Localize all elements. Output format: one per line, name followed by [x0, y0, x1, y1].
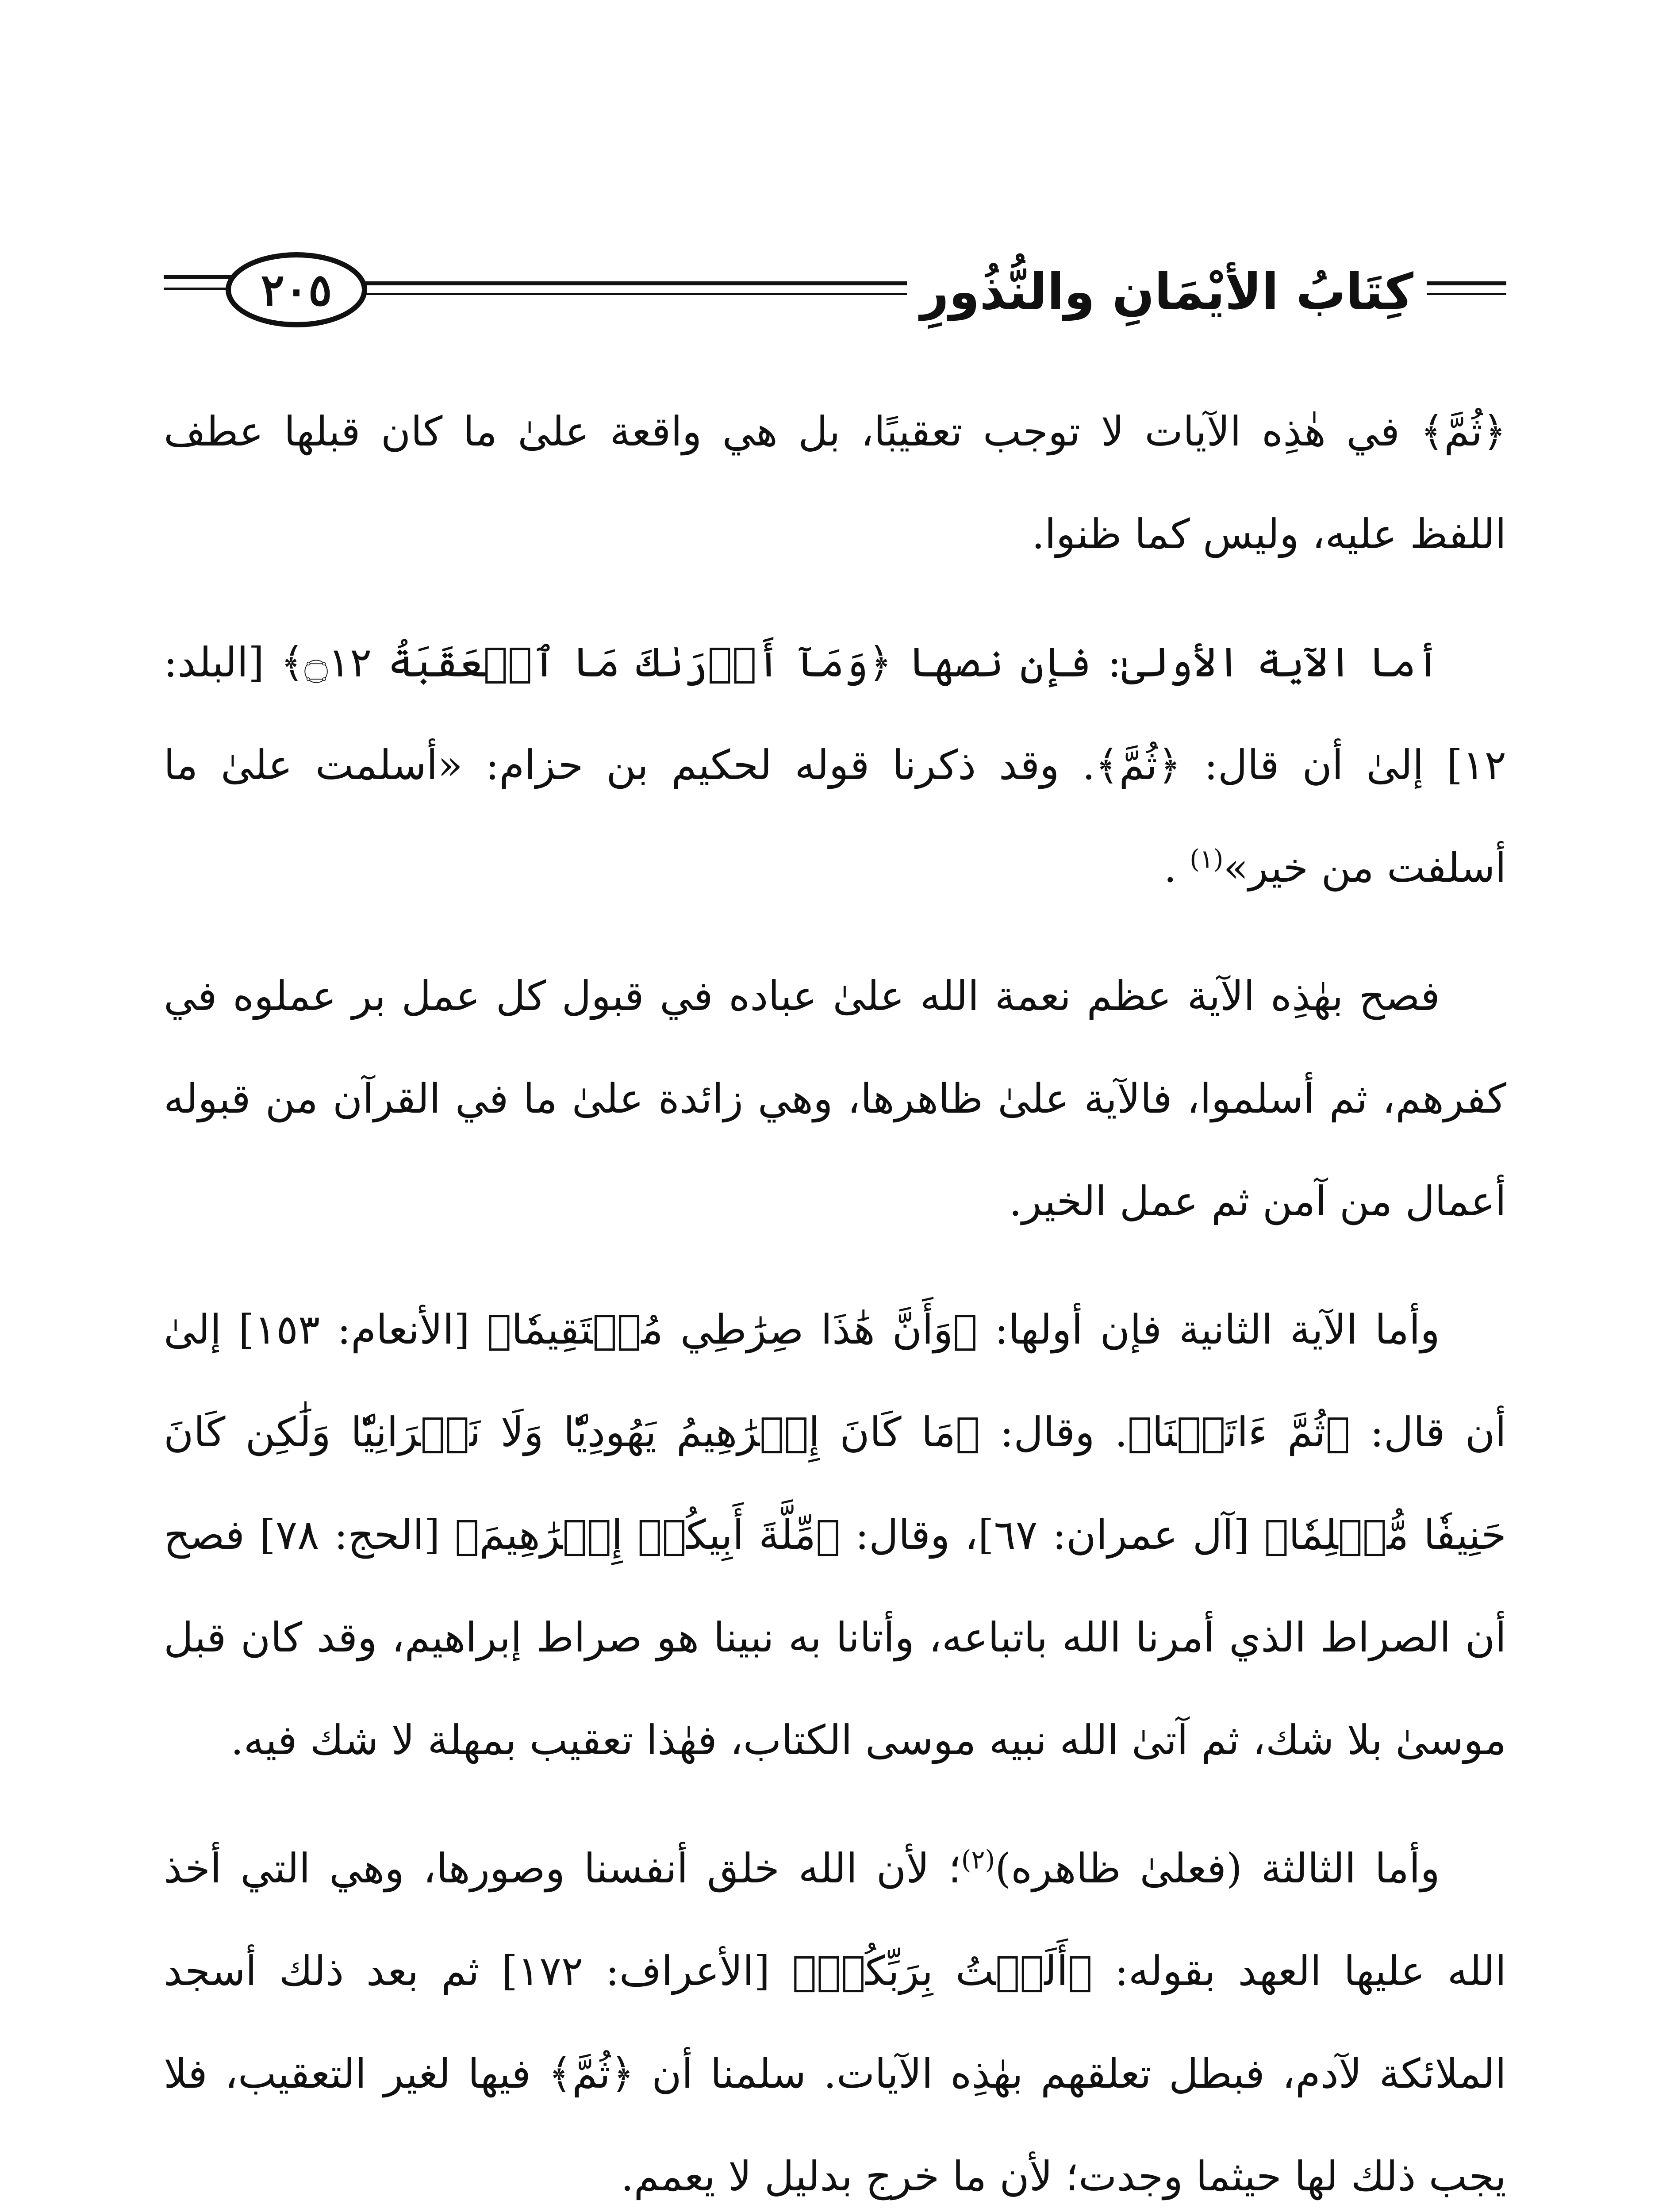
paragraph-3: فصح بهٰذِه الآية عظم نعمة الله علىٰ عباده في قبول كل عمل بر عملوه في كفرهم، ثم أسلموا، فالآية علىٰ ظاهرها، وهي زائدة علىٰ ما في القرآن من قبوله أعمال من آمن ثم عمل الخير. [164, 972, 1506, 1225]
header-rule-right [1447, 281, 1506, 285]
paragraph-4: وأما الآية الثانية فإن أولها: ﴿وَأَنَّ هَٰذَا صِرَٰطِي مُسۡتَقِيمٗا﴾ [الأنعام: ١٥٣] إلىٰ أن قال: ﴿ثُمَّ ءَاتَيۡنَا﴾. وقال: ﴿مَا كَانَ إِبۡرَٰهِيمُ يَهُودِيّٗا وَلَا نَصۡرَانِيّٗا وَلَٰكِن كَانَ حَنِيفٗا مُّسۡلِمٗا﴾ [آل عمران: ٦٧]، وقال: ﴿مِّلَّةَ أَبِيكُمۡ إِبۡرَٰهِيمَ﴾ [الحج: ٧٨] فصح أن الصراط الذي أمرنا الله باتباعه، وأتانا به نبينا هو صراط إبراهيم، وقد كان قبل موسىٰ بلا شك، ثم آتىٰ الله نبيه موسى الكتاب، فهٰذا تعقيب بمهلة لا شك فيه. [164, 1306, 1507, 1764]
running-header [164, 239, 1506, 341]
main-text [164, 380, 1506, 2212]
footnote-ref-1: (١) [1190, 844, 1224, 874]
paragraph-2 [164, 611, 1506, 919]
paragraph-1: ﴿ثُمَّ﴾ في هٰذِه الآيات لا توجب تعقيبًا، بل هي واقعة علىٰ ما كان قبلها عطف اللفظ عليه، وليس كما ظنوا. [164, 408, 1506, 558]
paragraph-2-period: . [1163, 844, 1177, 891]
page-number: ٢٠٥ [226, 252, 367, 327]
paragraph-5-start: وأما الثالثة (فعلىٰ ظاهره) [995, 1845, 1440, 1892]
paragraph-5-rest: ؛ لأن الله خلق أنفسنا وصورها، وهي التي أخذ الله عليها العهد بقوله: ﴿أَلَسۡتُ بِرَبِّكُمۡ﴾ [الأعراف: ١٧٢] ثم بعد ذلك أسجد الملائكة لآدم، فبطل تعلقهم بهٰذِه الآيات. سلمنا أن ﴿ثُمَّ﴾ فيها لغير التعقيب، فلا يجب ذلك لها حيثما وجدت؛ لأن ما خرج بدليل لا يعمم. [164, 1845, 1507, 2200]
book-title: كِتَابُ الأيْمَانِ والنُّذُورِ [907, 248, 1427, 336]
footnote-ref-2: (٢) [961, 1844, 995, 1875]
paragraph-2-text: أما الآية الأولىٰ: فإن نصها ﴿وَمَآ أَدۡرَىٰكَ مَا ٱلۡعَقَبَةُ ۝١٢﴾ [البلد: ١٢] إلىٰ أن قال: ﴿ثُمَّ﴾. وقد ذكرنا قوله لحكيم بن حزام: «أسلمت علىٰ ما أسلفت من خير» [164, 639, 1506, 891]
paragraph-5 [164, 1817, 1506, 2212]
